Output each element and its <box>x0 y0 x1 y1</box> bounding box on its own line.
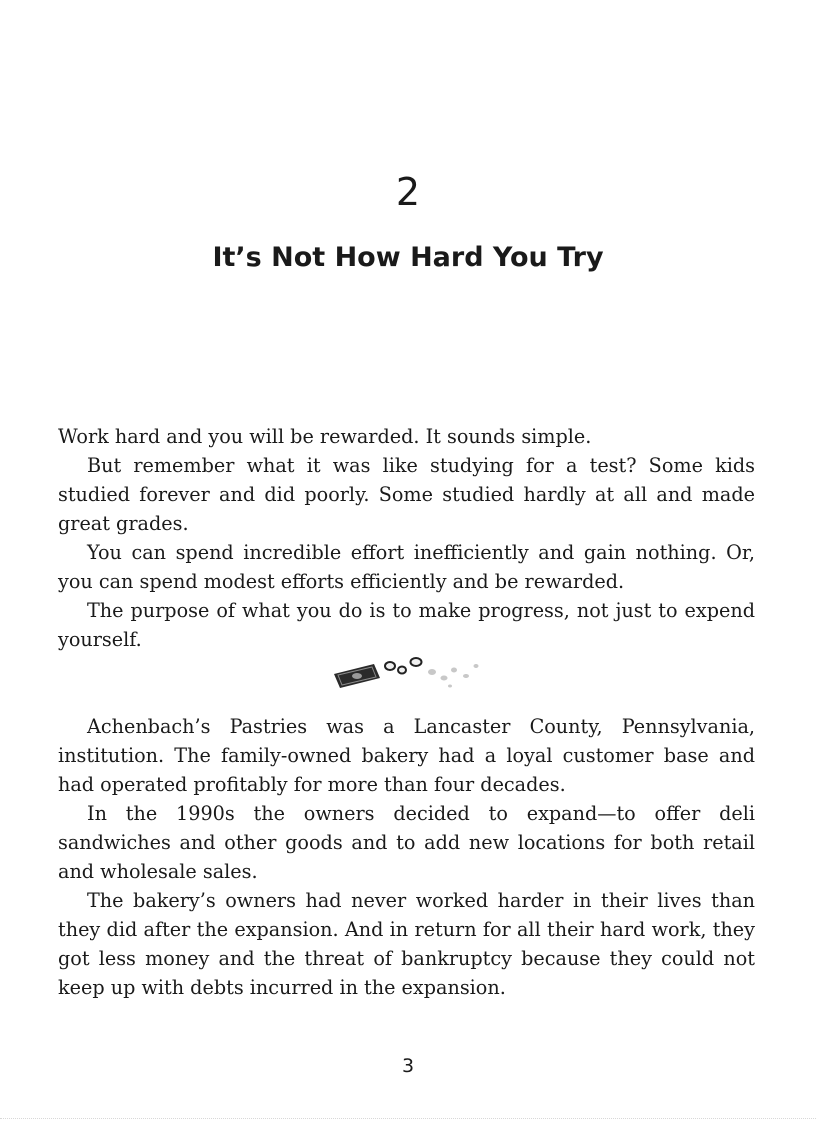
faint-coins-icon <box>428 664 479 688</box>
page-number: 3 <box>401 1055 415 1077</box>
paragraph: In the 1990s the owners decided to expand—to offer deli sandwiches and other goods and to add new locations for both retail and wholesale sales. <box>58 802 755 883</box>
chapter-title: It’s Not How Hard You Try <box>212 242 604 273</box>
chapter-number: 2 <box>395 170 421 214</box>
money-and-coins-ornament-icon <box>328 650 488 692</box>
paragraph: Achenbach’s Pastries was a Lancaster County, Pennsylvania, institution. The family-owned bakery had a loyal customer base and had operated profitably for more than four decades. <box>58 715 755 796</box>
paragraph: Work hard and you will be rewarded. It sounds simple. <box>58 425 592 448</box>
paragraph: You can spend incredible effort inefficiently and gain nothing. Or, you can spend modest efforts efficiently and be rewarded. <box>58 541 755 593</box>
paragraph: The bakery’s owners had never worked harder in their lives than they did after the expansion. And in return for all their hard work, they got less money and the threat of bankruptcy because they could not keep up with debts incurred in the expansion. <box>58 889 755 999</box>
paragraph: But remember what it was like studying for a test? Some kids studied forever and did poorly. Some studied hardly at all and made great grades. <box>58 454 755 535</box>
bakery-story-section <box>58 712 755 1002</box>
banknote-icon <box>334 664 380 688</box>
paragraph: The purpose of what you do is to make progress, not just to expend yourself. <box>58 599 755 651</box>
coins-icon <box>385 658 422 674</box>
intro-section <box>58 422 755 654</box>
bottom-divider <box>0 1118 816 1119</box>
